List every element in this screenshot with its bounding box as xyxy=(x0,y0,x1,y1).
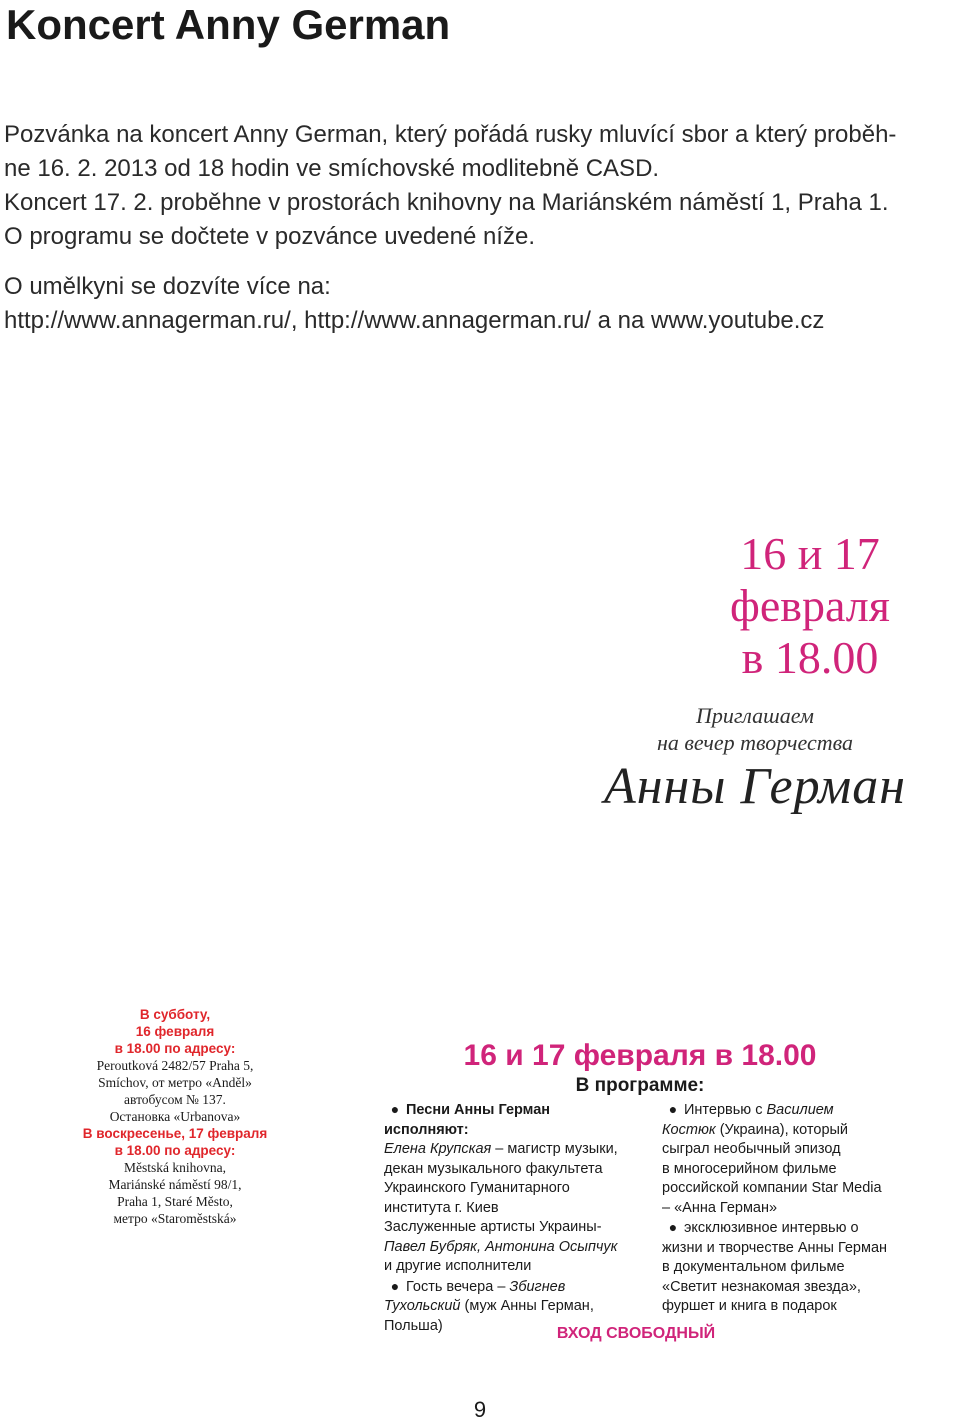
saturday-address: автобусом № 137. xyxy=(124,1092,226,1107)
program-text: – магистр музыки, xyxy=(491,1141,618,1157)
program-bullet xyxy=(662,1100,947,1121)
program-line: института г. Киев xyxy=(384,1199,499,1216)
venue-info xyxy=(60,1006,290,1227)
program-line: фуршет и книга в подарок xyxy=(662,1298,837,1314)
program-column-right xyxy=(662,1100,947,1317)
program-line xyxy=(384,1238,654,1258)
page-title: Koncert Anny German xyxy=(6,1,451,48)
poster-invite xyxy=(600,702,910,756)
program-line: сыграл необычный эпизод xyxy=(662,1141,841,1157)
saturday-address: Peroutková 2482/57 Praha 5, xyxy=(96,1058,254,1073)
intro-line: Koncert 17. 2. proběhne v prostorách knihovny na Mariánském náměstí 1, Praha 1. xyxy=(4,189,889,216)
guest-surname: Тухольский xyxy=(384,1298,461,1314)
program-line: российской компании Star Media xyxy=(662,1180,882,1196)
program-line: и другие исполнители xyxy=(384,1258,532,1274)
program-text: Гость вечера – xyxy=(406,1278,510,1295)
program-line: декан музыкального факультета xyxy=(384,1160,603,1177)
page-number: 9 xyxy=(473,1397,487,1422)
program-line xyxy=(662,1121,947,1141)
saturday-heading: 16 февраля xyxy=(135,1024,215,1039)
program-bullet xyxy=(384,1277,654,1298)
saturday-heading: В субботу, xyxy=(139,1007,211,1022)
program-line: «Светит незнакомая звезда», xyxy=(662,1278,861,1295)
program-line: Заслуженные артисты Украины- xyxy=(384,1219,602,1235)
invite-line: Приглашаем xyxy=(696,703,814,728)
saturday-address: Smíchov, от метро «Anděl» xyxy=(98,1075,252,1090)
intro-line: O programu se dočtete v pozvánce uvedené níže. xyxy=(4,223,535,250)
program-text: (муж Анны Герман, xyxy=(460,1298,594,1314)
program-line: – «Анна Герман» xyxy=(662,1199,778,1216)
program-bullet: ● эксклюзивное интервью о xyxy=(662,1218,947,1239)
poster-date-line: в 18.00 xyxy=(741,632,879,683)
sunday-heading: В воскресенье, 17 февраля xyxy=(82,1126,268,1141)
intro-line: Pozvánka na koncert Anny German, který pořádá rusky mluvící sbor a který proběh- xyxy=(4,121,897,148)
program-bullet: ● Песни Анны Герман xyxy=(384,1100,654,1121)
program-line xyxy=(384,1140,654,1160)
program-subheading: В программе: xyxy=(575,1075,705,1096)
invite-line: на вечер творчества xyxy=(656,730,854,755)
sunday-address: Praha 1, Staré Město, xyxy=(117,1194,233,1209)
program-line: в документальном фильме xyxy=(662,1259,845,1275)
artist-name: Анны Герман xyxy=(603,758,907,815)
performer-name: Елена Крупская xyxy=(384,1141,492,1157)
program-text: (Украина), который xyxy=(715,1121,849,1138)
program-heading: 16 и 17 февраля в 18.00 xyxy=(463,1039,817,1072)
program-line: Украинского Гуманитарного xyxy=(384,1180,570,1196)
performer-names: Павел Бубряк, Антонина Осыпчук xyxy=(384,1238,618,1255)
poster-date-line: февраля xyxy=(730,580,890,631)
intro-text xyxy=(4,118,954,338)
guest-name: Збигнев xyxy=(509,1278,566,1295)
sunday-address: метро «Staroměstská» xyxy=(113,1211,237,1226)
program-column-left xyxy=(384,1100,654,1336)
program-line xyxy=(384,1297,654,1317)
sunday-address: Mariánské náměstí 98/1, xyxy=(108,1177,242,1192)
intro-line: ne 16. 2. 2013 od 18 hodin ve smíchovské modlitebně CASD. xyxy=(4,155,660,182)
links-text: http://www.annagerman.ru/, http://www.annagerman.ru/ a na www.youtube.cz xyxy=(4,307,825,334)
sunday-heading: в 18.00 по адресу: xyxy=(114,1143,236,1158)
program-line: в многосерийном фильме xyxy=(662,1160,837,1177)
saturday-heading: в 18.00 по адресу: xyxy=(114,1041,236,1056)
more-info-text: O umělkyni se dozvíte více na: xyxy=(4,273,331,300)
sunday-address: Městská knihovna, xyxy=(124,1160,226,1175)
interviewee-name: Василием xyxy=(766,1102,834,1118)
program-text: Интервью с xyxy=(684,1102,767,1118)
program-line: исполняют: xyxy=(384,1121,469,1138)
program-line: Польша) xyxy=(384,1317,443,1334)
saturday-address: Остановка «Urbanova» xyxy=(109,1109,241,1124)
interviewee-surname: Костюк xyxy=(662,1121,716,1138)
free-entry-label: ВХОД СВОБОДНЫЙ xyxy=(556,1325,716,1342)
program-line: жизни и творчестве Анны Герман xyxy=(662,1239,888,1256)
poster-date-line: 16 и 17 xyxy=(740,528,880,579)
poster-dates xyxy=(680,528,940,684)
